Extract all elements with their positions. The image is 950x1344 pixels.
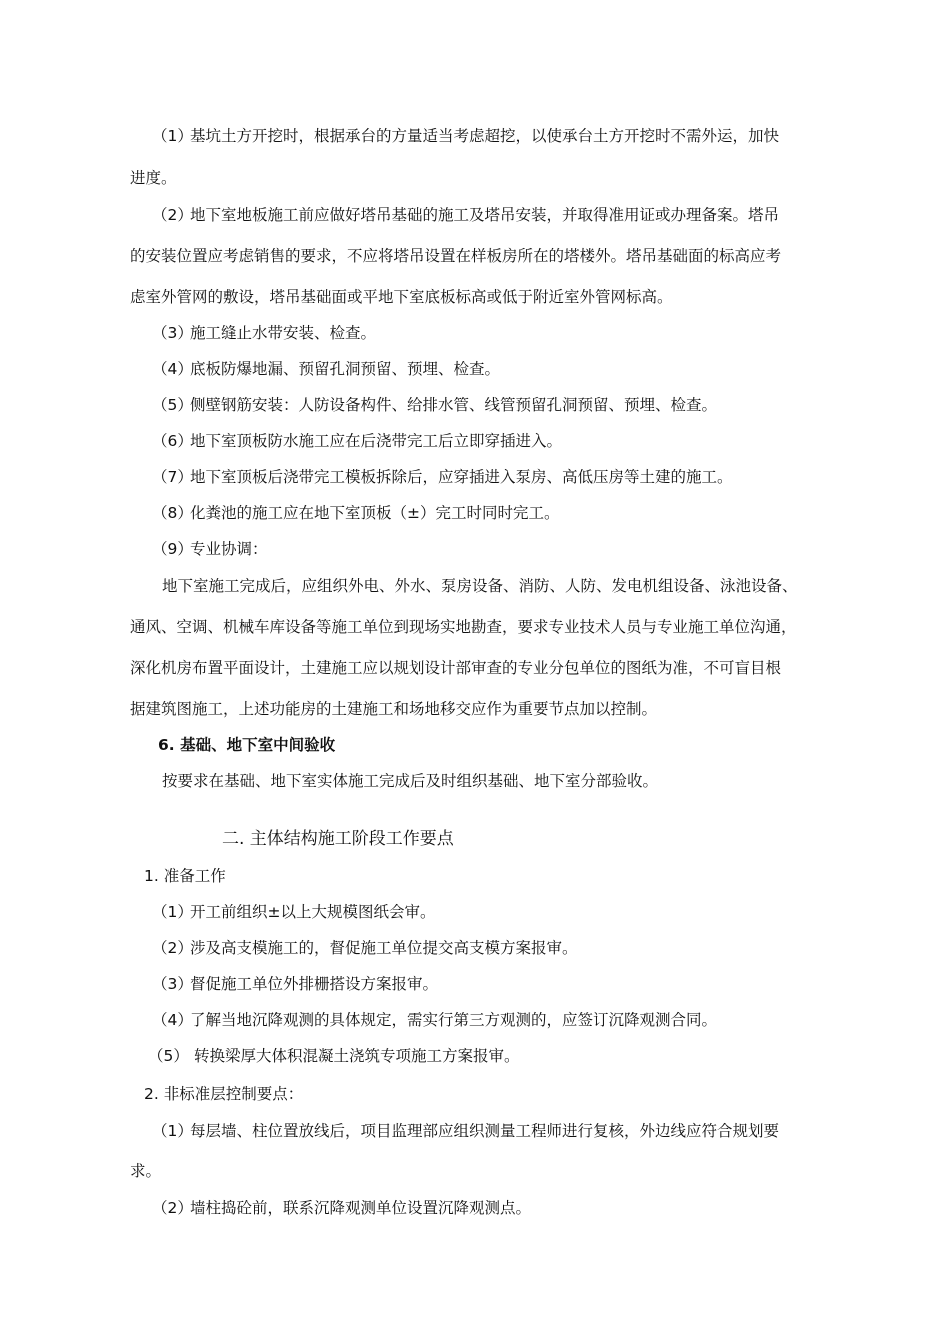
item-text: 督促施工单位外排栅搭设方案报审。 xyxy=(190,975,439,993)
item-number: （8） xyxy=(152,504,193,522)
coord-paragraph-line: 据建筑图施工，上述功能房的土建施工和场地移交应作为重要节点加以控制。 xyxy=(130,700,658,718)
item-text: 底板防爆地漏、预留孔洞预留、预埋、检查。 xyxy=(190,360,501,378)
item-1 xyxy=(130,126,779,146)
subsection-heading-2: 2. 非标准层控制要点： xyxy=(144,1085,304,1103)
item-text: 每层墙、柱位置放线后，项目监理部应组织测量工程师进行复核，外边线应符合规划要 xyxy=(190,1122,780,1140)
item-7 xyxy=(130,467,733,487)
item-text: 了解当地沉降观测的具体规定，需实行第三方观测的，应签订沉降观测合同。 xyxy=(190,1011,718,1029)
control-item-1 xyxy=(130,1121,779,1141)
section-heading-6: 6. 基础、地下室中间验收 xyxy=(158,736,336,754)
section-title: 二. 主体结构施工阶段工作要点 xyxy=(222,829,454,849)
item-number: （6） xyxy=(152,432,193,450)
item-1-cont xyxy=(130,168,177,188)
coord-paragraph-line: 深化机房布置平面设计，土建施工应以规划设计部审查的专业分包单位的图纸为准，不可盲目根 xyxy=(130,659,782,677)
item-4 xyxy=(130,359,500,379)
item-number: （5） xyxy=(148,1047,189,1065)
item-text: 地下室顶板防水施工应在后浇带完工后立即穿插进入。 xyxy=(190,432,563,450)
item-number: （2） xyxy=(152,1199,193,1217)
item-number: （5） xyxy=(152,396,193,414)
item-number: （1） xyxy=(152,903,193,921)
item-2-cont xyxy=(130,287,673,307)
item-number: （9） xyxy=(152,540,193,558)
item-text: 施工缝止水带安装、检查。 xyxy=(190,324,377,342)
item-text: 基坑土方开挖时，根据承台的方量适当考虑超挖，以使承台土方开挖时不需外运，加快 xyxy=(190,127,780,145)
item-5 xyxy=(130,395,717,415)
item-3 xyxy=(130,323,376,343)
item-text: 墙柱捣砼前，联系沉降观测单位设置沉降观测点。 xyxy=(190,1199,532,1217)
item-9 xyxy=(130,539,268,559)
subsection-heading-1: 1. 准备工作 xyxy=(144,867,226,885)
prep-item-2 xyxy=(130,938,578,958)
item-text: 虑室外管网的敷设，塔吊基础面或平地下室底板标高或低于附近室外管网标高。 xyxy=(130,288,673,306)
item-text: 转换梁厚大体积混凝土浇筑专项施工方案报审。 xyxy=(194,1047,520,1065)
control-item-2 xyxy=(130,1198,531,1218)
item-8 xyxy=(130,503,560,523)
item-number: （1） xyxy=(152,1122,193,1140)
item-text: 进度。 xyxy=(130,169,177,187)
prep-item-3 xyxy=(130,974,438,994)
item-number: （3） xyxy=(152,975,193,993)
control-item-1-cont xyxy=(130,1161,161,1181)
coord-paragraph-line: 地下室施工完成后，应组织外电、外水、泵房设备、消防、人防、发电机组设备、泳池设备、 xyxy=(162,577,798,595)
prep-item-5 xyxy=(130,1046,520,1066)
item-number: （4） xyxy=(152,360,193,378)
item-number: （2） xyxy=(152,939,193,957)
item-6 xyxy=(130,431,562,451)
coord-paragraph-line: 通风、空调、机械车库设备等施工单位到现场实地勘查，要求专业技术人员与专业施工单位沟通， xyxy=(130,618,797,636)
item-text: 开工前组织±以上大规模图纸会审。 xyxy=(190,903,436,921)
item-text: 涉及高支模施工的，督促施工单位提交高支模方案报审。 xyxy=(190,939,578,957)
item-number: （4） xyxy=(152,1011,193,1029)
item-number: （2） xyxy=(152,206,193,224)
item-number: （3） xyxy=(152,324,193,342)
prep-item-4 xyxy=(130,1010,717,1030)
item-2 xyxy=(130,205,779,225)
item-2-cont xyxy=(130,246,781,266)
section-6-paragraph: 按要求在基础、地下室实体施工完成后及时组织基础、地下室分部验收。 xyxy=(162,772,659,790)
item-text: 求。 xyxy=(130,1162,162,1180)
item-number: （1） xyxy=(152,127,193,145)
item-text: 地下室顶板后浇带完工模板拆除后，应穿插进入泵房、高低压房等土建的施工。 xyxy=(190,468,733,486)
item-text: 化粪池的施工应在地下室顶板（±）完工时同时完工。 xyxy=(190,504,560,522)
item-text: 地下室地板施工前应做好塔吊基础的施工及塔吊安装，并取得准用证或办理备案。塔吊 xyxy=(190,206,780,224)
item-text: 的安装位置应考虑销售的要求，不应将塔吊设置在样板房所在的塔楼外。塔吊基础面的标高应考 xyxy=(130,247,782,265)
item-text: 专业协调： xyxy=(190,540,268,558)
item-text: 侧壁钢筋安装：人防设备构件、给排水管、线管预留孔洞预留、预埋、检查。 xyxy=(190,396,718,414)
prep-item-1 xyxy=(130,902,436,922)
item-number: （7） xyxy=(152,468,193,486)
